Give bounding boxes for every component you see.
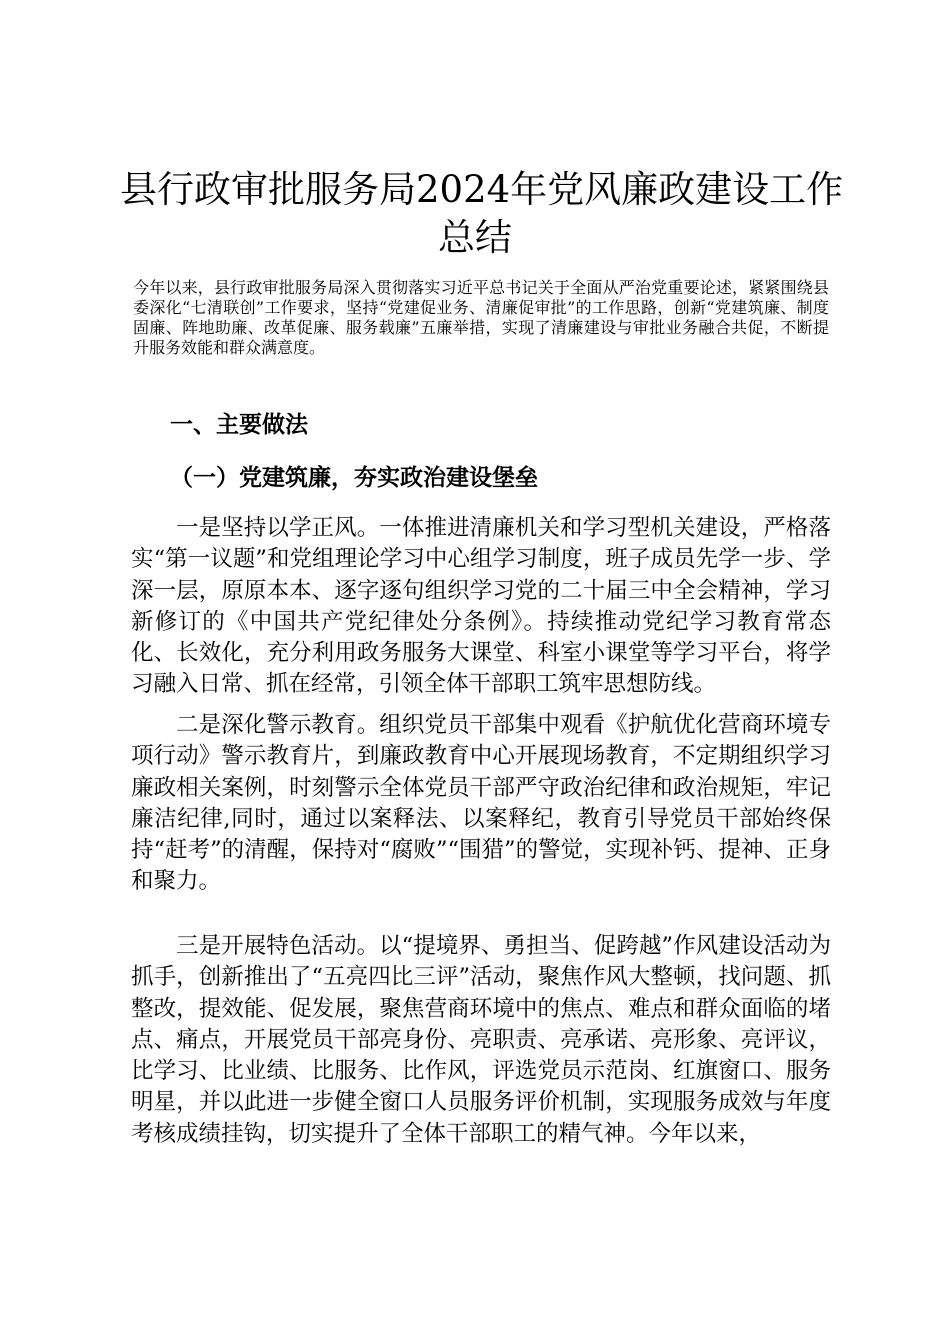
- document-title-line1: 县行政审批服务局2024年党风廉政建设工作: [120, 168, 844, 211]
- subsection-heading-party-building: （一）党建筑廉，夯实政治建设堡垒: [170, 464, 538, 491]
- body-paragraph-3: 三是开展特色活动。以“提境界、勇担当、促跨越”作风建设活动为抓手，创新推出了“五亮四比三评”活动，聚焦作风大整顿，找问题、抓整改，提效能、促发展，聚焦营商环境中的焦点、难点和群众面临的堵点、痛点，开展党员干部亮身份、亮职责、亮承诺、亮形象、亮评议，比学习、比业绩、比服务、比作风，评选党员示范岗、红旗窗口、服务明星，并以此进一步健全窗口人员服务评价机制，实现服务成效与年度考核成绩挂钩，切实提升了全体干部职工的精气神。今年以来，: [131, 933, 831, 1147]
- document-title-line2: 总结: [438, 216, 512, 259]
- section-heading-main-practices: 一、主要做法: [170, 411, 308, 438]
- body-paragraph-2: 二是深化警示教育。组织党员干部集中观看《护航优化营商环境专项行动》警示教育片，到廉政教育中心开展现场教育，不定期组织学习廉政相关案例，时刻警示全体党员干部严守政治纪律和政治规矩，牢记廉洁纪律,同时，通过以案释法、以案释纪，教育引导党员干部始终保持“赶考”的清醒，保持对“腐败”“围猎”的警觉，实现补钙、提神、正身和聚力。: [131, 712, 831, 895]
- body-paragraph-1: 一是坚持以学正风。一体推进清廉机关和学习型机关建设，严格落实“第一议题”和党组理论学习中心组学习制度，班子成员先学一步、学深一层，原原本本、逐字逐句组织学习党的二十届三中全会精神，学习新修订的《中国共产党纪律处分条例》。持续推动党纪学习教育常态化、长效化，充分利用政务服务大课堂、科室小课堂等学习平台，将学习融入日常、抓在经常，引领全体干部职工筑牢思想防线。: [131, 515, 831, 698]
- intro-paragraph: 今年以来，县行政审批服务局深入贯彻落实习近平总书记关于全面从严治党重要论述，紧紧围绕县委深化“七清联创”工作要求，坚持“党建促业务、清廉促审批”的工作思路，创新“党建筑廉、制度固廉、阵地助廉、改革促廉、服务载廉”五廉举措，实现了清廉建设与审批业务融合共促，不断提升服务效能和群众满意度。: [133, 278, 829, 357]
